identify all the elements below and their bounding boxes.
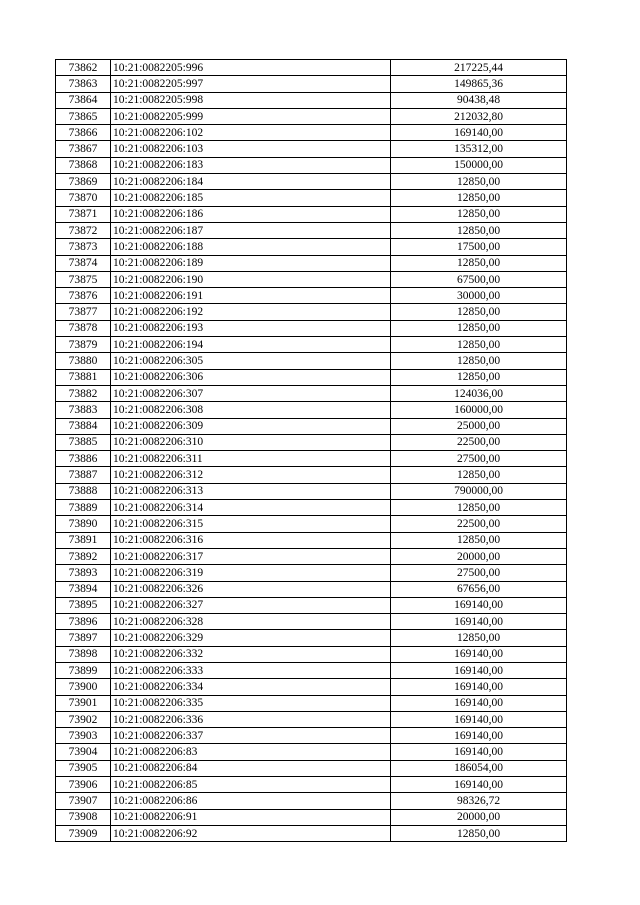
cadastral-number-cell: 10:21:0082206:313 — [111, 483, 391, 499]
row-number-cell: 73874 — [56, 255, 111, 271]
cadastral-value-cell: 12850,00 — [391, 222, 567, 238]
cadastral-value-cell: 27500,00 — [391, 451, 567, 467]
cadastral-number-cell: 10:21:0082206:336 — [111, 711, 391, 727]
row-number-cell: 73897 — [56, 630, 111, 646]
table-row — [56, 60, 567, 76]
table-row — [56, 434, 567, 450]
cadastral-value-cell: 67500,00 — [391, 271, 567, 287]
row-number-cell: 73872 — [56, 222, 111, 238]
cadastral-number-cell: 10:21:0082206:188 — [111, 239, 391, 255]
cadastral-number-cell: 10:21:0082206:333 — [111, 662, 391, 678]
cadastral-number-cell: 10:21:0082206:312 — [111, 467, 391, 483]
cadastral-number-cell: 10:21:0082206:103 — [111, 141, 391, 157]
row-number-cell: 73907 — [56, 793, 111, 809]
row-number-cell: 73890 — [56, 516, 111, 532]
row-number-cell: 73900 — [56, 679, 111, 695]
cadastral-value-cell: 790000,00 — [391, 483, 567, 499]
row-number-cell: 73870 — [56, 190, 111, 206]
cadastral-number-cell: 10:21:0082206:91 — [111, 809, 391, 825]
row-number-cell: 73876 — [56, 288, 111, 304]
table-row — [56, 304, 567, 320]
cadastral-number-cell: 10:21:0082206:102 — [111, 125, 391, 141]
cadastral-value-cell: 169140,00 — [391, 711, 567, 727]
cadastral-number-cell: 10:21:0082206:335 — [111, 695, 391, 711]
cadastral-number-cell: 10:21:0082206:83 — [111, 744, 391, 760]
table-row — [56, 825, 567, 841]
row-number-cell: 73886 — [56, 451, 111, 467]
cadastral-value-cell: 12850,00 — [391, 630, 567, 646]
cadastral-number-cell: 10:21:0082206:314 — [111, 500, 391, 516]
row-number-cell: 73889 — [56, 500, 111, 516]
cadastral-number-cell: 10:21:0082206:193 — [111, 320, 391, 336]
table-row — [56, 711, 567, 727]
cadastral-number-cell: 10:21:0082206:194 — [111, 337, 391, 353]
table-row — [56, 288, 567, 304]
cadastral-value-cell: 149865,36 — [391, 76, 567, 92]
row-number-cell: 73879 — [56, 337, 111, 353]
cadastral-value-cell: 12850,00 — [391, 320, 567, 336]
cadastral-value-cell: 27500,00 — [391, 565, 567, 581]
cadastral-number-cell: 10:21:0082206:317 — [111, 548, 391, 564]
cadastral-value-cell: 12850,00 — [391, 467, 567, 483]
cadastral-number-cell: 10:21:0082206:319 — [111, 565, 391, 581]
row-number-cell: 73882 — [56, 385, 111, 401]
table-row — [56, 353, 567, 369]
cadastral-number-cell: 10:21:0082206:327 — [111, 597, 391, 613]
cadastral-value-cell: 20000,00 — [391, 548, 567, 564]
cadastral-number-cell: 10:21:0082205:996 — [111, 60, 391, 76]
cadastral-number-cell: 10:21:0082206:183 — [111, 157, 391, 173]
cadastral-value-cell: 20000,00 — [391, 809, 567, 825]
cadastral-value-cell: 160000,00 — [391, 402, 567, 418]
cadastral-number-cell: 10:21:0082206:328 — [111, 614, 391, 630]
cadastral-number-cell: 10:21:0082206:329 — [111, 630, 391, 646]
row-number-cell: 73863 — [56, 76, 111, 92]
table-row — [56, 695, 567, 711]
cadastral-number-cell: 10:21:0082205:998 — [111, 92, 391, 108]
table-row — [56, 76, 567, 92]
row-number-cell: 73883 — [56, 402, 111, 418]
cadastral-value-cell: 12850,00 — [391, 190, 567, 206]
cadastral-value-cell: 169140,00 — [391, 744, 567, 760]
table-row — [56, 581, 567, 597]
cadastral-value-cell: 17500,00 — [391, 239, 567, 255]
cadastral-number-cell: 10:21:0082206:326 — [111, 581, 391, 597]
table-row — [56, 157, 567, 173]
cadastral-number-cell: 10:21:0082206:192 — [111, 304, 391, 320]
cadastral-value-cell: 12850,00 — [391, 304, 567, 320]
table-row — [56, 222, 567, 238]
table-row — [56, 174, 567, 190]
table-row — [56, 548, 567, 564]
cadastral-number-cell: 10:21:0082205:999 — [111, 108, 391, 124]
cadastral-value-cell: 169140,00 — [391, 125, 567, 141]
cadastral-value-cell: 25000,00 — [391, 418, 567, 434]
cadastral-value-cell: 169140,00 — [391, 777, 567, 793]
cadastral-number-cell: 10:21:0082206:306 — [111, 369, 391, 385]
row-number-cell: 73892 — [56, 548, 111, 564]
cadastral-number-cell: 10:21:0082206:191 — [111, 288, 391, 304]
cadastral-value-cell: 169140,00 — [391, 695, 567, 711]
table-row — [56, 239, 567, 255]
cadastral-number-cell: 10:21:0082206:310 — [111, 434, 391, 450]
table-row — [56, 337, 567, 353]
cadastral-number-cell: 10:21:0082206:84 — [111, 760, 391, 776]
cadastral-value-cell: 124036,00 — [391, 385, 567, 401]
cadastral-number-cell: 10:21:0082206:309 — [111, 418, 391, 434]
table-row — [56, 190, 567, 206]
cadastral-value-cell: 169140,00 — [391, 662, 567, 678]
row-number-cell: 73873 — [56, 239, 111, 255]
cadastral-value-cell: 186054,00 — [391, 760, 567, 776]
cadastral-value-cell: 12850,00 — [391, 353, 567, 369]
table-row — [56, 418, 567, 434]
row-number-cell: 73905 — [56, 760, 111, 776]
row-number-cell: 73903 — [56, 728, 111, 744]
table-row — [56, 793, 567, 809]
cadastral-value-cell: 217225,44 — [391, 60, 567, 76]
table-row — [56, 320, 567, 336]
cadastral-number-cell: 10:21:0082206:308 — [111, 402, 391, 418]
row-number-cell: 73868 — [56, 157, 111, 173]
table-row — [56, 125, 567, 141]
table-row — [56, 141, 567, 157]
cadastral-number-cell: 10:21:0082206:332 — [111, 646, 391, 662]
cadastral-value-cell: 12850,00 — [391, 532, 567, 548]
row-number-cell: 73894 — [56, 581, 111, 597]
cadastral-value-cell: 22500,00 — [391, 434, 567, 450]
row-number-cell: 73885 — [56, 434, 111, 450]
table-row — [56, 92, 567, 108]
cadastral-value-cell: 169140,00 — [391, 679, 567, 695]
row-number-cell: 73881 — [56, 369, 111, 385]
row-number-cell: 73898 — [56, 646, 111, 662]
row-number-cell: 73867 — [56, 141, 111, 157]
row-number-cell: 73901 — [56, 695, 111, 711]
row-number-cell: 73871 — [56, 206, 111, 222]
cadastral-value-cell: 30000,00 — [391, 288, 567, 304]
cadastral-value-cell: 169140,00 — [391, 597, 567, 613]
table-row — [56, 271, 567, 287]
table-row — [56, 646, 567, 662]
cadastral-value-cell: 67656,00 — [391, 581, 567, 597]
table-row — [56, 385, 567, 401]
cadastral-value-cell: 98326,72 — [391, 793, 567, 809]
row-number-cell: 73869 — [56, 174, 111, 190]
row-number-cell: 73875 — [56, 271, 111, 287]
cadastral-value-cell: 212032,80 — [391, 108, 567, 124]
cadastral-number-cell: 10:21:0082206:85 — [111, 777, 391, 793]
cadastral-value-cell: 150000,00 — [391, 157, 567, 173]
table-row — [56, 630, 567, 646]
cadastral-value-table — [55, 59, 567, 842]
cadastral-number-cell: 10:21:0082206:186 — [111, 206, 391, 222]
row-number-cell: 73908 — [56, 809, 111, 825]
table-row — [56, 760, 567, 776]
table-row — [56, 206, 567, 222]
table-row — [56, 108, 567, 124]
row-number-cell: 73893 — [56, 565, 111, 581]
row-number-cell: 73891 — [56, 532, 111, 548]
table-row — [56, 402, 567, 418]
row-number-cell: 73862 — [56, 60, 111, 76]
table-row — [56, 500, 567, 516]
row-number-cell: 73888 — [56, 483, 111, 499]
row-number-cell: 73887 — [56, 467, 111, 483]
table-row — [56, 451, 567, 467]
row-number-cell: 73909 — [56, 825, 111, 841]
table-row — [56, 597, 567, 613]
table-row — [56, 744, 567, 760]
cadastral-value-cell: 12850,00 — [391, 500, 567, 516]
table-body — [56, 60, 567, 842]
cadastral-value-cell: 12850,00 — [391, 369, 567, 385]
cadastral-value-cell: 169140,00 — [391, 728, 567, 744]
row-number-cell: 73880 — [56, 353, 111, 369]
cadastral-number-cell: 10:21:0082206:190 — [111, 271, 391, 287]
cadastral-value-cell: 12850,00 — [391, 825, 567, 841]
cadastral-number-cell: 10:21:0082206:307 — [111, 385, 391, 401]
cadastral-value-cell: 12850,00 — [391, 337, 567, 353]
row-number-cell: 73866 — [56, 125, 111, 141]
row-number-cell: 73877 — [56, 304, 111, 320]
cadastral-number-cell: 10:21:0082206:187 — [111, 222, 391, 238]
row-number-cell: 73895 — [56, 597, 111, 613]
cadastral-number-cell: 10:21:0082206:305 — [111, 353, 391, 369]
table-row — [56, 662, 567, 678]
table-row — [56, 532, 567, 548]
row-number-cell: 73902 — [56, 711, 111, 727]
cadastral-number-cell: 10:21:0082206:316 — [111, 532, 391, 548]
row-number-cell: 73884 — [56, 418, 111, 434]
cadastral-number-cell: 10:21:0082206:337 — [111, 728, 391, 744]
row-number-cell: 73865 — [56, 108, 111, 124]
row-number-cell: 73906 — [56, 777, 111, 793]
cadastral-number-cell: 10:21:0082206:311 — [111, 451, 391, 467]
table-row — [56, 467, 567, 483]
table-row — [56, 809, 567, 825]
table-row — [56, 565, 567, 581]
cadastral-value-cell: 22500,00 — [391, 516, 567, 532]
table-row — [56, 614, 567, 630]
cadastral-value-cell: 135312,00 — [391, 141, 567, 157]
table-row — [56, 369, 567, 385]
cadastral-value-cell: 169140,00 — [391, 646, 567, 662]
cadastral-number-cell: 10:21:0082206:184 — [111, 174, 391, 190]
table-row — [56, 483, 567, 499]
cadastral-number-cell: 10:21:0082206:189 — [111, 255, 391, 271]
cadastral-number-cell: 10:21:0082206:315 — [111, 516, 391, 532]
cadastral-value-cell: 12850,00 — [391, 174, 567, 190]
cadastral-value-cell: 12850,00 — [391, 255, 567, 271]
table-row — [56, 516, 567, 532]
table-row — [56, 255, 567, 271]
cadastral-number-cell: 10:21:0082206:92 — [111, 825, 391, 841]
cadastral-number-cell: 10:21:0082206:86 — [111, 793, 391, 809]
table-row — [56, 728, 567, 744]
row-number-cell: 73904 — [56, 744, 111, 760]
cadastral-value-cell: 12850,00 — [391, 206, 567, 222]
cadastral-value-cell: 169140,00 — [391, 614, 567, 630]
cadastral-value-cell: 90438,48 — [391, 92, 567, 108]
cadastral-number-cell: 10:21:0082206:185 — [111, 190, 391, 206]
row-number-cell: 73896 — [56, 614, 111, 630]
table-row — [56, 679, 567, 695]
row-number-cell: 73899 — [56, 662, 111, 678]
cadastral-number-cell: 10:21:0082206:334 — [111, 679, 391, 695]
cadastral-number-cell: 10:21:0082205:997 — [111, 76, 391, 92]
table-row — [56, 777, 567, 793]
row-number-cell: 73878 — [56, 320, 111, 336]
row-number-cell: 73864 — [56, 92, 111, 108]
